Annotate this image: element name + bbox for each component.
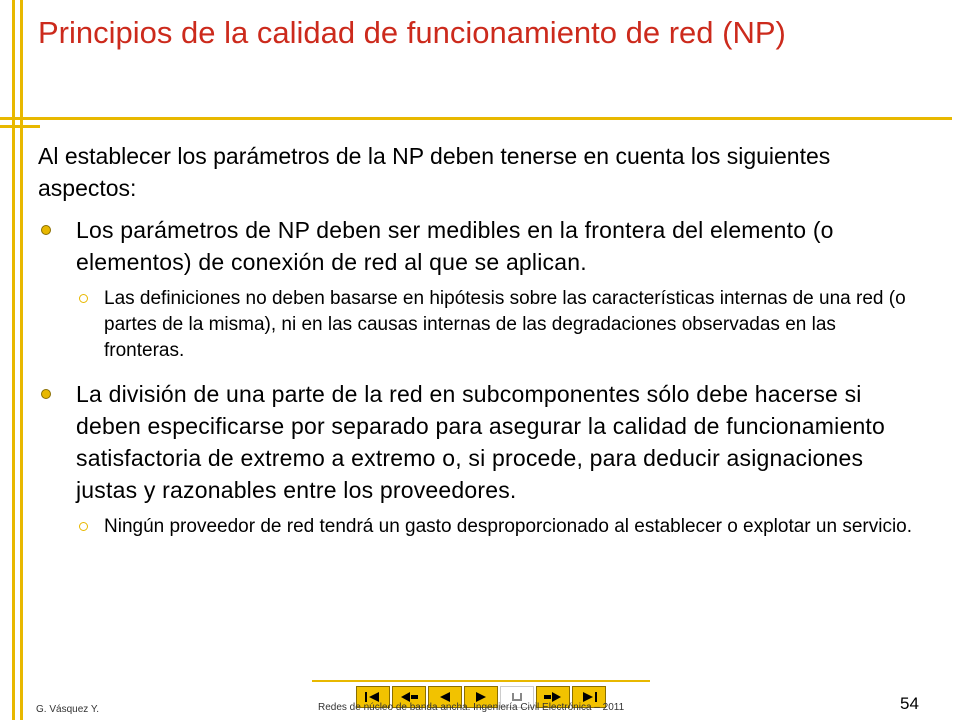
- bullet-text: Los parámetros de NP deben ser medibles en la frontera del elemento (o elementos) de conexión de red al que se aplican.: [76, 217, 834, 275]
- sub-bullet-item: [38, 514, 918, 540]
- bullet-text: La división de una parte de la red en subcomponentes sólo debe hacerse si deben especificarse por separado para asegurar la calidad de funcionamiento satisfactoria de extremo a extremo o, si procede, para deducir asignaciones justas y razonables entre los proveedores.: [76, 381, 886, 503]
- frame-line-left-2: [20, 0, 23, 720]
- slide-title: Principios de la calidad de funcionamiento de red (NP): [38, 15, 786, 50]
- frame-line-top-1: [0, 117, 952, 120]
- sub-bullet-text: Ningún proveedor de red tendrá un gasto desproporcionado al establecer o explotar un servicio.: [104, 516, 913, 537]
- sub-bullet-item: [38, 286, 918, 364]
- course-label: Redes de núcleo de banda ancha. Ingeniería Civil Electrónica – 2011: [318, 702, 625, 713]
- author-label: G. Vásquez Y.: [36, 704, 100, 715]
- page-number: 54: [900, 694, 919, 713]
- bullet-item: [38, 214, 918, 278]
- sub-bullet-text: Las definiciones no deben basarse en hipótesis sobre las características internas de una red (o partes de la misma), ni en las causas internas de las degradaciones observadas en las fronteras.: [104, 288, 906, 361]
- frame-line-left-1: [12, 0, 15, 720]
- intro-text: Al establecer los parámetros de la NP deben tenerse en cuenta los siguientes aspectos:: [38, 143, 831, 201]
- footer-divider: [312, 680, 650, 682]
- bullet-icon: [41, 389, 51, 399]
- circle-bullet-icon: [79, 294, 88, 303]
- bullet-item: [38, 378, 918, 506]
- slide-content: [38, 140, 918, 554]
- bullet-icon: [41, 225, 51, 235]
- frame-line-top-2: [0, 125, 40, 128]
- circle-bullet-icon: [79, 522, 88, 531]
